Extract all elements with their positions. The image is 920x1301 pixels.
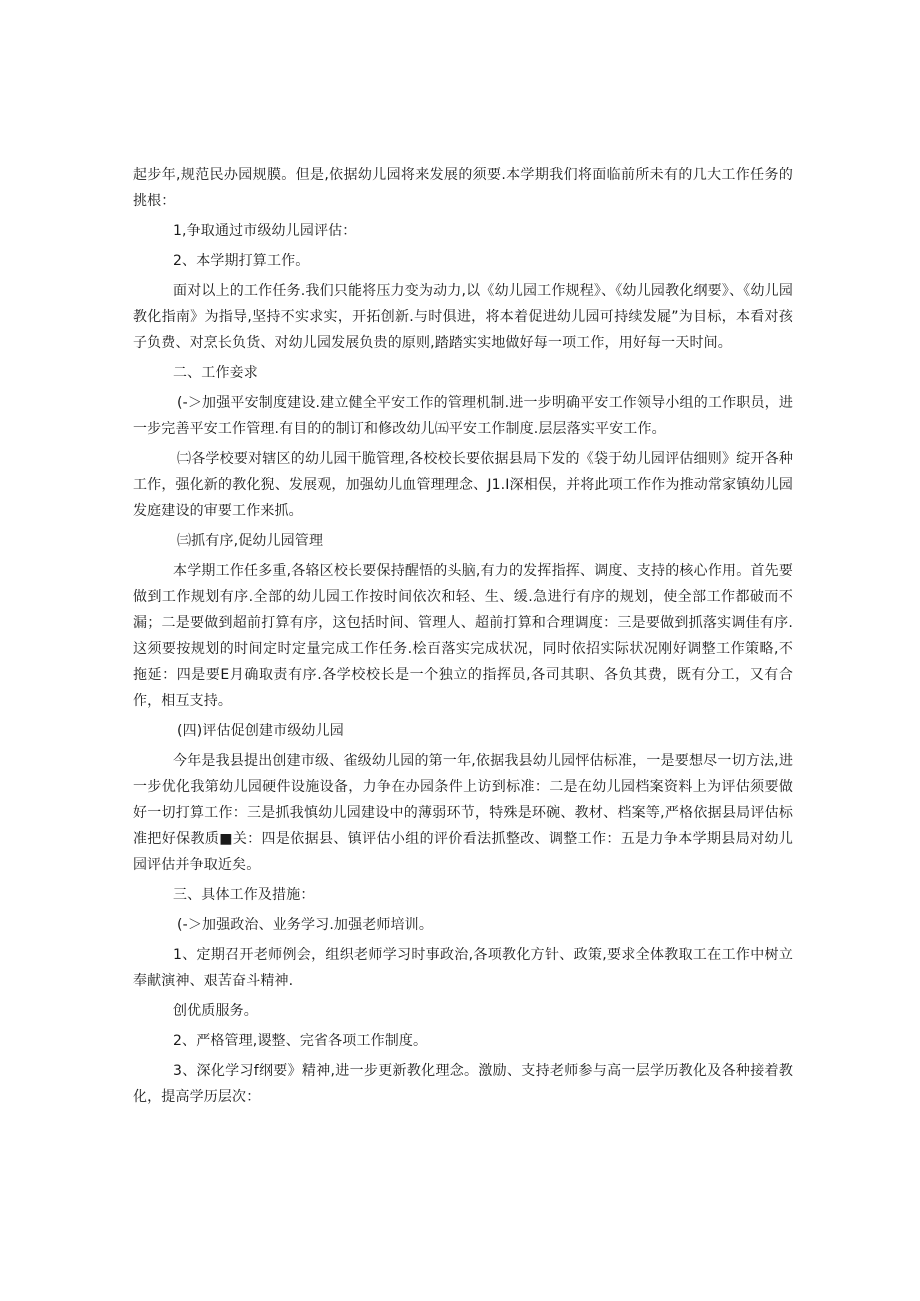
list-item-deepen-study: 3、深化学习f纲要》精神,进一步更新教化理念。激励、支持老师参与高一层学历教化及各种接着教化，提高学历层次：	[133, 1063, 793, 1105]
paragraph-work-planning: 本学期工作任多重,各辂区校长要保持醒悟的头脑,有力的发挥指挥、调度、支持的核心作用。首先要做到工作规划有序.全部的幼儿园工作按时间依次和轻、生、缓.急进行有序的规划，使全部工作都破而不漏；二是要做到超前打算有序，这包括时间、管理人、超前打算和合理调度：三是要做到抓落实调佳有序.这须要按规划的时间定时定量完成工作任务.桧百落实完成状况，同时依招实际状况刚好调整工作策略,不拖延：四是要E月确取责有序.各学校校长是一个独立的指挥员,各司其职、各负其费，既有分工，又有合作，相互支持。	[133, 563, 793, 709]
list-item-task-2: 2、本学期打算工作。	[173, 253, 310, 269]
section-heading-specific-measures: 三、具体工作及措施：	[173, 887, 315, 903]
paragraph-quality-service: 创优质服务。	[173, 1003, 258, 1019]
section-heading-work-requirements: 二、工作妾求	[173, 365, 258, 381]
paragraph-continuation: 起步年,规范民办园规膜。但是,依据幼儿园将来发展的须要.本学期我们将面临前所未有的几大工作任务的挑根：	[133, 167, 793, 209]
paragraph-school-management: ㈡各学校要对辖区的幼儿园干脆管理,各校校长要依据县局下发的《袋于幼儿园评估细则》绽开各种工作，强化新的教化猊、发展观，加强幼儿血管理理念、J1.I深相俣，并将此项工作作为推动常家镇幼儿园发庭建设的审要工作来抓。	[133, 451, 793, 519]
paragraph-evaluation-details: 今年是我县提出创建市级、雀级幼儿园的第一年,依据我县幼儿园怦估标准，一是要想尽一切方法,进一步优化我第幼儿园硬件设施设备，力争在办园条件上访到标准：二是在幼儿园档案资料上为评估须要做好一切打算工作：三是抓我慎幼儿园建设中的薄弱环节，特殊是环碗、教材、档案等,严格依据县局评估标准把好保教质■关：四是依据县、镇评估小组的评价看法抓整改、调整工作：五是力争本学期县局对幼儿园评估并争取近矣。	[133, 753, 793, 873]
list-item-teacher-meetings: 1、定期召开老师例会，组织老师学习时事政治,各项教化方针、政策,要求全体教取工在工作中树立奉献演神、艰苦奋斗精神.	[133, 947, 793, 989]
list-item-task-1: 1,争取通过市级幼儿园评估：	[173, 223, 357, 239]
paragraph-guiding-principles: 面对以上的工作任务.我们只能将压力变为动力,以《幼儿园工作规程》、《幼儿园教化纲要》、《幼儿园教化指南》为指导,坚持不实求实，开拓创新.与时俱进，将本着促进幼儿园可持续发屣”为目标，本看对孩子负费、对烹长负货、对幼儿园发展负贵的原则,踏踏实实地做好每一项工作，用好每一天时间。	[133, 283, 793, 351]
subheading-evaluation: (四)评估促创建市级幼儿园	[177, 723, 344, 739]
subheading-orderly-management: ㈢抓有序,促幼儿园管理	[177, 533, 324, 549]
list-item-strict-management: 2、严格管理,谡整、完省各项工作制度。	[173, 1033, 428, 1049]
paragraph-safety-system: (-＞加强平安制度建设.建立健全平安工作的管理机制.进一步明确平安工作领导小组的工作职员，进一步完善平安工作管理.有目的的制订和修改幼儿㈤平安工作制度.层层落实平安工作。	[133, 395, 793, 437]
subheading-political-study: (-＞加强政治、业务学习.加强老师培训。	[177, 917, 433, 933]
document-body	[133, 162, 793, 1110]
